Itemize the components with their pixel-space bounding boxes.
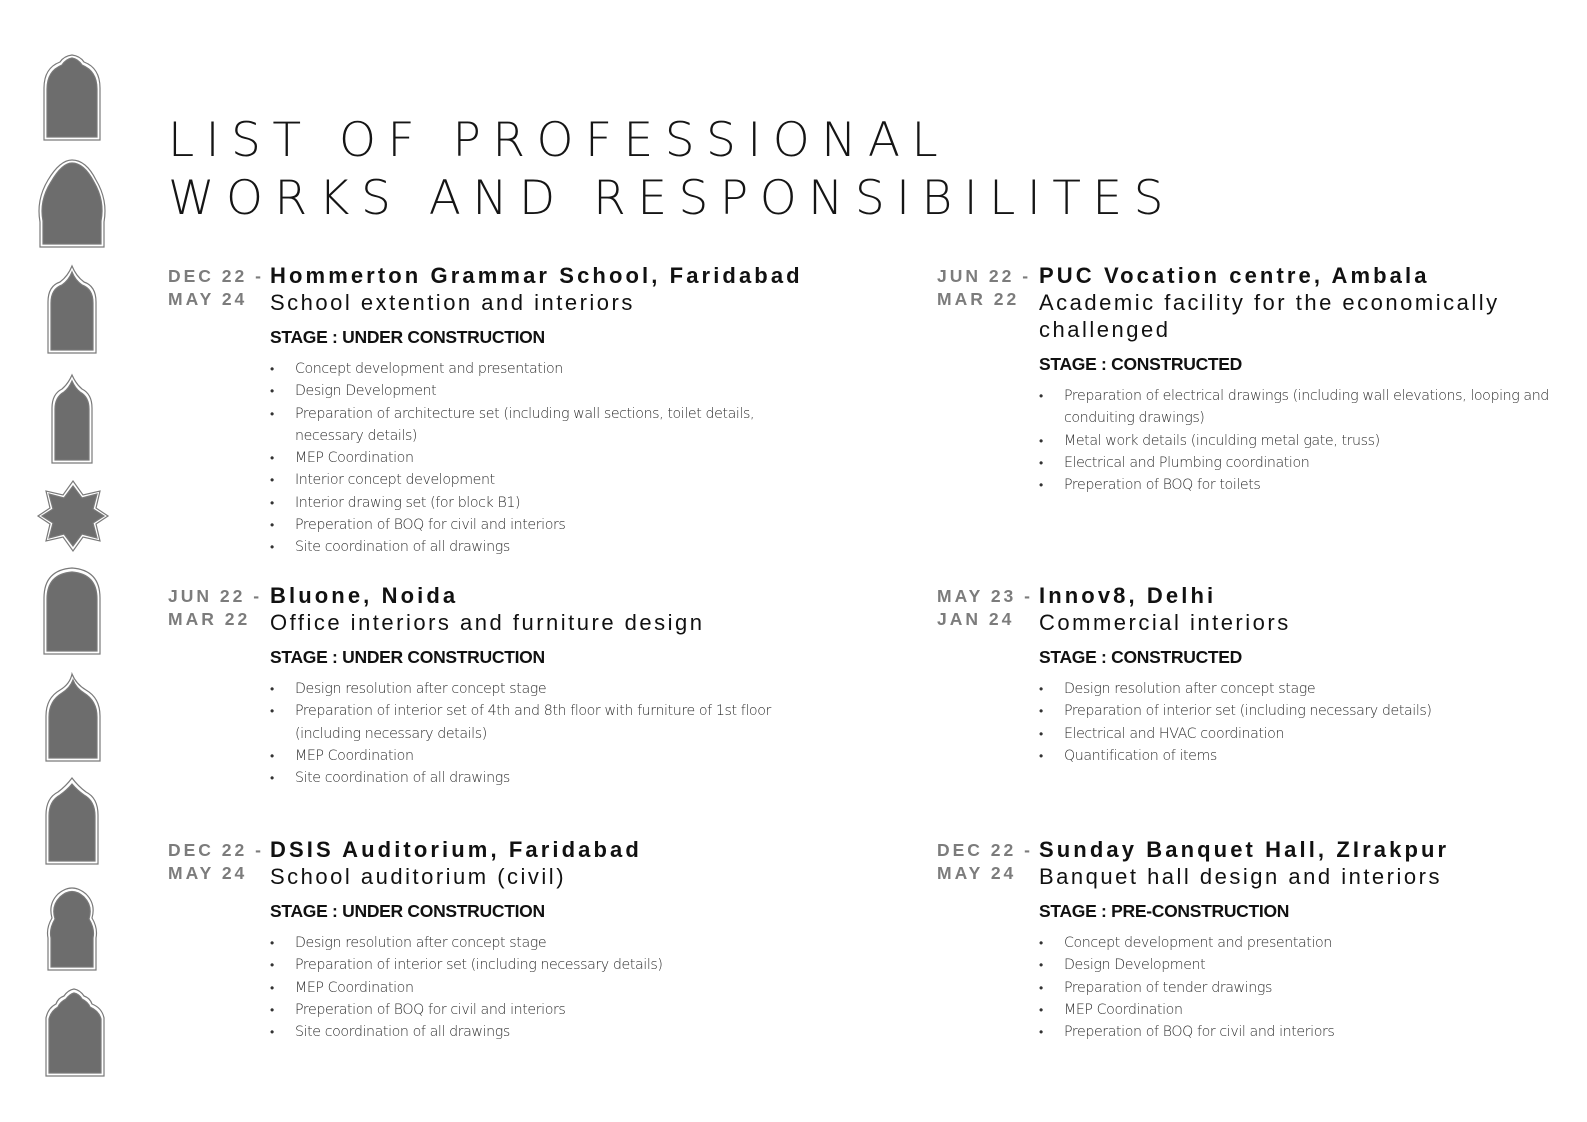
task-item: • Site coordination of all drawings: [270, 1021, 815, 1043]
project-date-start: MAY 23 -: [937, 586, 1033, 606]
task-item: • MEP Coordination: [270, 447, 815, 469]
project-dates: [937, 585, 1041, 631]
project-info: [270, 836, 815, 1043]
round-arch-icon: [44, 568, 100, 654]
project-description: Banquet hall design and interiors: [1039, 864, 1442, 889]
task-item: • Design resolution after concept stage: [270, 932, 815, 954]
task-item: • Preparation of interior set of 4th and 8th floor with furniture of 1st floor (including necessary details): [270, 700, 790, 745]
project-date-end: MAY 24: [937, 863, 1017, 883]
project-description: Commercial interiors: [1039, 610, 1291, 635]
task-item: • Quantification of items: [1039, 745, 1549, 767]
project-dates: [937, 265, 1041, 311]
task-item: • Electrical and Plumbing coordination: [1039, 452, 1549, 474]
project-dates: [168, 839, 272, 885]
task-item: • Site coordination of all drawings: [270, 767, 790, 789]
task-item: • MEP Coordination: [270, 745, 790, 767]
task-item: • Concept development and presentation: [1039, 932, 1549, 954]
task-item: • Preparation of interior set (including necessary details): [1039, 700, 1549, 722]
task-item: • Metal work details (inculding metal gate, truss): [1039, 430, 1549, 452]
task-item: • MEP Coordination: [270, 977, 815, 999]
task-item: • Preperation of BOQ for civil and interiors: [1039, 1021, 1549, 1043]
task-item: • Design Development: [270, 380, 815, 402]
project-description: Academic facility for the economically challenged: [1039, 290, 1500, 342]
project-dates: [168, 265, 272, 311]
project-dates: [937, 839, 1041, 885]
eight-point-star-icon: [38, 481, 108, 551]
project-stage: STAGE : CONSTRUCTED: [1039, 647, 1243, 667]
task-item: • Preparation of tender drawings: [1039, 977, 1549, 999]
task-item: • Electrical and HVAC coordination: [1039, 723, 1549, 745]
project-name: Innov8, Delhi: [1039, 583, 1217, 608]
task-item: • Preparation of architecture set (including wall sections, toilet details, necessary details): [270, 403, 815, 448]
task-item: • Design resolution after concept stage: [270, 678, 790, 700]
project-stage: STAGE : UNDER CONSTRUCTION: [270, 901, 545, 921]
task-item: • Preperation of BOQ for civil and interiors: [270, 999, 815, 1021]
page-title: [168, 112, 1175, 228]
arch-icons-strip: [0, 0, 130, 1122]
task-item: • Interior concept development: [270, 469, 815, 491]
project-name: PUC Vocation centre, Ambala: [1039, 263, 1430, 288]
project-dates: [168, 585, 272, 631]
arch-icon: [44, 55, 100, 140]
project-stage: STAGE : PRE-CONSTRUCTION: [1039, 901, 1290, 921]
project-date-start: DEC 22 -: [168, 840, 264, 860]
project-date-end: MAY 24: [168, 863, 248, 883]
task-list: [270, 678, 790, 789]
ogee-arch-icon: [46, 674, 100, 761]
task-item: • Site coordination of all drawings: [270, 536, 815, 558]
project-info: [1039, 836, 1549, 1043]
project-stage: STAGE : UNDER CONSTRUCTION: [270, 647, 545, 667]
task-item: • Design Development: [1039, 954, 1549, 976]
project-info: [270, 582, 790, 789]
page-title-line-2: WORKS AND RESPONSIBILITES: [168, 171, 1175, 226]
task-list: [270, 932, 815, 1043]
project-name: DSIS Auditorium, Faridabad: [270, 837, 642, 862]
task-list: [1039, 385, 1549, 496]
project-stage: STAGE : CONSTRUCTED: [1039, 354, 1243, 374]
project-name: Hommerton Grammar School, Faridabad: [270, 263, 803, 288]
project-date-start: JUN 22 -: [937, 266, 1032, 286]
project-date-end: JAN 24: [937, 609, 1015, 629]
decorative-arch-column: [0, 0, 130, 1122]
project-info: [1039, 582, 1549, 767]
task-list: [1039, 932, 1549, 1043]
project-name: Sunday Banquet Hall, ZIrakpur: [1039, 837, 1450, 862]
project-name: Bluone, Noida: [270, 583, 459, 608]
task-item: • Preperation of BOQ for toilets: [1039, 474, 1549, 496]
scalloped-arch-icon: [46, 989, 104, 1076]
task-item: • MEP Coordination: [1039, 999, 1549, 1021]
page-title-line-1: LIST OF PROFESSIONAL: [168, 113, 950, 168]
task-item: • Preparation of interior set (including necessary details): [270, 954, 815, 976]
ogee-arch-icon: [46, 778, 98, 864]
pointed-arch-icon: [52, 375, 92, 463]
task-item: • Preparation of electrical drawings (including wall elevations, looping and conduiting drawings): [1039, 385, 1549, 430]
project-date-start: JUN 22 -: [168, 586, 263, 606]
task-item: • Concept development and presentation: [270, 358, 815, 380]
project-info: [270, 262, 815, 559]
horseshoe-arch-icon: [39, 160, 105, 247]
task-list: [270, 358, 815, 559]
project-date-end: MAY 24: [168, 289, 248, 309]
project-stage: STAGE : UNDER CONSTRUCTION: [270, 327, 545, 347]
project-description: School auditorium (civil): [270, 864, 567, 889]
project-date-end: MAR 22: [937, 289, 1020, 309]
project-description: School extention and interiors: [270, 290, 635, 315]
project-description: Office interiors and furniture design: [270, 610, 705, 635]
project-info: [1039, 262, 1549, 496]
task-list: [1039, 678, 1549, 767]
project-date-end: MAR 22: [168, 609, 251, 629]
task-item: • Design resolution after concept stage: [1039, 678, 1549, 700]
project-date-start: DEC 22 -: [937, 840, 1033, 860]
project-date-start: DEC 22 -: [168, 266, 264, 286]
task-item: • Preperation of BOQ for civil and interiors: [270, 514, 815, 536]
keyhole-arch-icon: [48, 888, 97, 970]
task-item: • Interior drawing set (for block B1): [270, 492, 815, 514]
pointed-arch-icon: [48, 266, 96, 353]
